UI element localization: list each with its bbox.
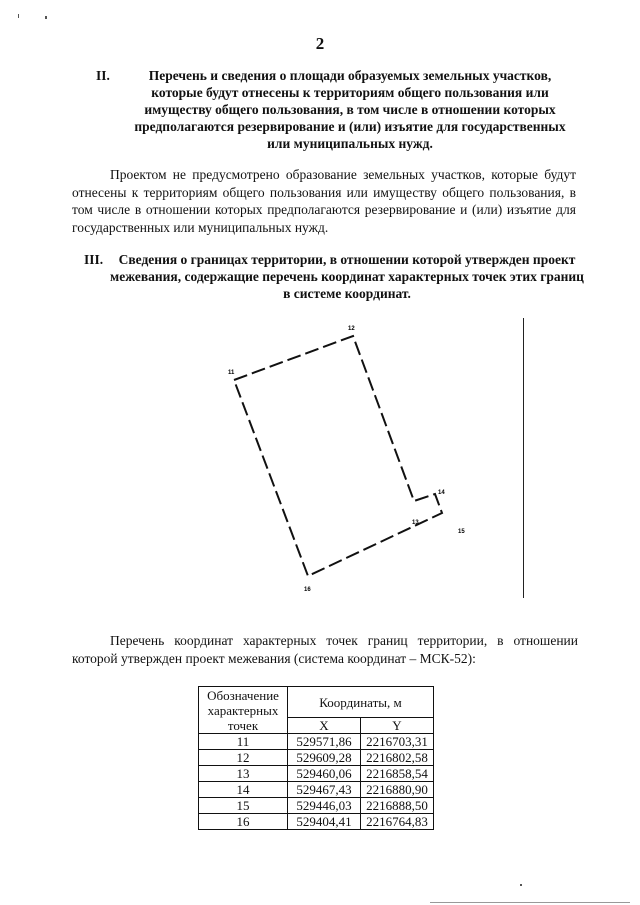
table-row — [199, 814, 434, 830]
table-row — [199, 734, 434, 750]
cell-y: 2216888,50 — [361, 798, 434, 814]
header-point-name: Обозначение характерных точек — [199, 687, 288, 734]
cell-point: 12 — [199, 750, 288, 766]
paragraph-coordinates-list: Перечень координат характерных точек границ территории, в отношении которой утвержден проект межевания (система координат – МСК-52): — [72, 633, 578, 666]
cell-x: 529404,41 — [288, 814, 361, 830]
point-label-15: 15 — [458, 529, 465, 535]
page-edge-line — [430, 902, 630, 903]
section-3-heading — [84, 251, 584, 302]
header-coordinates: Координаты, м — [288, 687, 434, 718]
paragraph-no-land-plots: Проектом не предусмотрено образование земельных участков, которые будут отнесены к территориям общего пользования или имуществу общего пользования, в том числе в отношении которых предполагаются резервирование и (или) изъятие для государственных или муниципальных нужд. — [72, 167, 576, 235]
cell-x: 529609,28 — [288, 750, 361, 766]
cell-y: 2216880,90 — [361, 782, 434, 798]
section-3-title: Сведения о границах территории, в отношении которой утвержден проект межевания, содержащие перечень координат характерных точек этих границ в системе координат. — [110, 252, 584, 301]
table-row — [199, 798, 434, 814]
section-3-number: III. — [84, 252, 104, 267]
cell-point: 14 — [199, 782, 288, 798]
cell-y: 2216703,31 — [361, 734, 434, 750]
table-row — [199, 766, 434, 782]
boundary-line — [234, 336, 442, 576]
point-label-12: 12 — [348, 326, 355, 332]
cell-y: 2216764,83 — [361, 814, 434, 830]
cell-x: 529460,06 — [288, 766, 361, 782]
cell-y: 2216802,58 — [361, 750, 434, 766]
point-label-13: 13 — [412, 520, 419, 526]
scan-mark — [18, 14, 19, 18]
coordinates-table — [198, 686, 434, 830]
cell-x: 529467,43 — [288, 782, 361, 798]
cell-point: 15 — [199, 798, 288, 814]
table-row — [199, 782, 434, 798]
point-label-14: 14 — [438, 490, 445, 496]
point-label-16: 16 — [304, 587, 311, 593]
section-2-title: Перечень и сведения о площади образуемых земельных участков, которые будут отнесены к территориям общего пользования или имуществу общего пользования, в том числе в отношении которых предполагаются резервирование и (или) изъятие для государственных или муниципальных нужд. — [134, 68, 566, 151]
cell-point: 13 — [199, 766, 288, 782]
cell-point: 11 — [199, 734, 288, 750]
frame-divider-line — [523, 318, 524, 598]
point-label-11: 11 — [228, 370, 235, 376]
section-2-heading — [96, 67, 576, 152]
cell-x: 529446,03 — [288, 798, 361, 814]
cell-y: 2216858,54 — [361, 766, 434, 782]
cell-x: 529571,86 — [288, 734, 361, 750]
boundary-plan — [220, 318, 480, 598]
table-row — [199, 750, 434, 766]
cell-point: 16 — [199, 814, 288, 830]
page-number: 2 — [315, 34, 325, 53]
section-2-number: II. — [96, 68, 110, 83]
scan-mark — [45, 16, 47, 19]
scan-mark — [520, 884, 522, 886]
header-x: X — [288, 718, 361, 734]
header-y: Y — [361, 718, 434, 734]
